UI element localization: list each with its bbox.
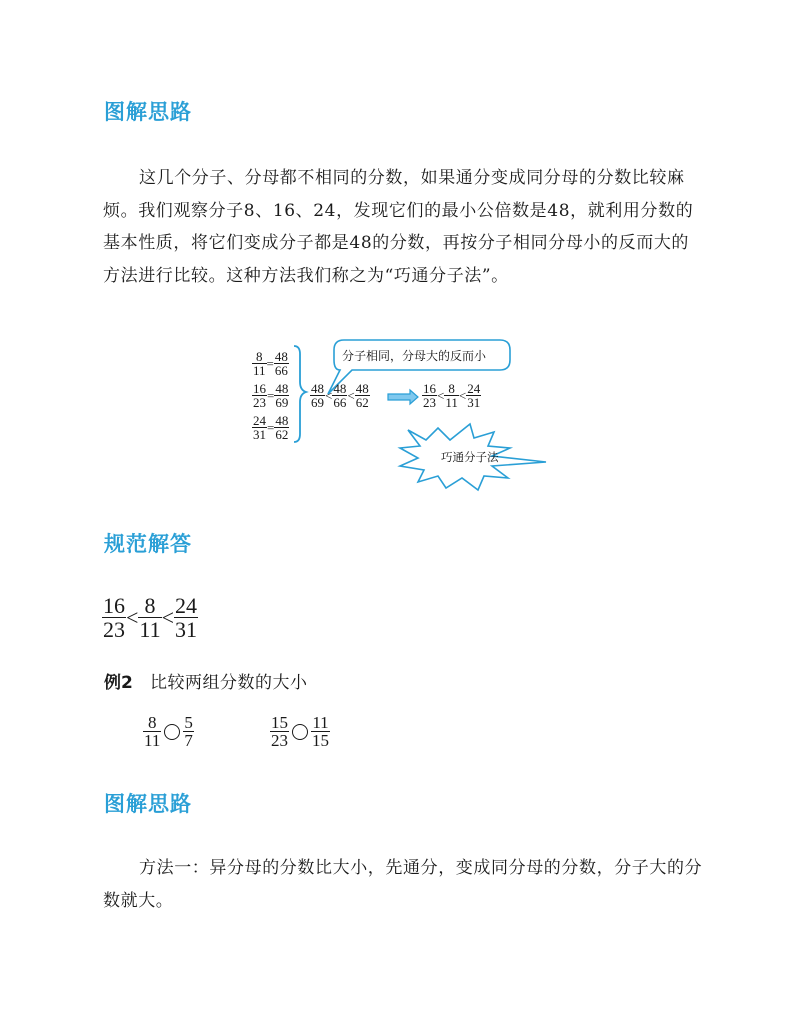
fraction: $\frac{48}{69}$	[311, 381, 324, 410]
method-paragraph	[103, 852, 703, 917]
brace-icon	[294, 346, 306, 442]
explanation-text: 这几个分子、分母都不相同的分数，如果通分变成同分母的分数比较麻烦。我们观察分子8、16、24，发现它们的最小公倍数是48，就利用分数的基本性质，将它们变成分子都是48的分数，再按分子相同分母小的反而大的方法进行比较。这种方法我们称之为“巧通分子法”。	[103, 168, 694, 286]
method-text: 方法一：异分母的分数比大小，先通分，变成同分母的分数，分子大的分数就大。	[103, 858, 703, 911]
comparison-equal-numerators	[310, 382, 370, 409]
comparison-figure	[248, 332, 558, 492]
fraction: $\frac{24}{31}$	[253, 413, 266, 442]
fraction: $\frac{48}{66}$	[274, 349, 288, 378]
less-than-sign: <	[458, 387, 467, 403]
fraction: $\frac{24}{31}$	[175, 593, 198, 642]
fraction: $\frac{48}{62}$	[275, 413, 289, 442]
example-label: 例2	[104, 673, 133, 693]
comparison-original-fractions	[422, 382, 481, 409]
less-than-sign: <	[161, 605, 175, 630]
fraction: $\frac{15}{23}$	[271, 713, 288, 750]
answer-expression	[102, 595, 198, 641]
section-heading-standard-answer: 规范解答	[104, 532, 192, 556]
fraction: $\frac{48}{66}$	[333, 381, 347, 410]
fraction: $\frac{5}{7}$	[184, 713, 193, 750]
speech-bubble-text: 分子相同，分母大的反而小	[342, 349, 487, 363]
equals-sign: =	[266, 355, 274, 371]
equals-sign: =	[267, 387, 275, 403]
fraction: $\frac{16}{23}$	[253, 381, 266, 410]
fraction: $\frac{48}{69}$	[275, 381, 289, 410]
conversion-row-2	[252, 382, 289, 409]
less-than-sign: <	[126, 605, 139, 630]
fraction: $\frac{24}{31}$	[467, 381, 481, 410]
fraction: $\frac{11}{15}$	[312, 713, 329, 750]
equals-sign: =	[267, 419, 275, 435]
conversion-row-1	[252, 350, 289, 377]
section-heading-diagram-thinking: 图解思路	[104, 100, 192, 124]
less-than-sign: <	[437, 387, 445, 403]
fraction: $\frac{8}{11}$	[253, 349, 266, 378]
conversion-row-3	[252, 414, 289, 441]
example-pair-2	[270, 714, 330, 749]
example-prompt: 比较两组分数的大小	[150, 673, 308, 693]
double-arrow-icon	[388, 390, 418, 404]
less-than-sign: <	[325, 387, 333, 403]
fraction: $\frac{16}{23}$	[423, 381, 436, 410]
example-pair-1	[143, 714, 194, 749]
comparison-circle-blank	[164, 724, 180, 740]
fraction: $\frac{48}{62}$	[355, 381, 369, 410]
starburst-text: 巧通分子法	[441, 450, 499, 464]
explanation-paragraph	[103, 162, 703, 292]
fraction: $\frac{16}{23}$	[103, 593, 125, 642]
fraction: $\frac{8}{11}$	[139, 593, 161, 642]
comparison-circle-blank	[292, 724, 308, 740]
fraction: $\frac{8}{11}$	[445, 381, 458, 410]
section-heading-diagram-thinking-2: 图解思路	[104, 792, 192, 816]
fraction: $\frac{8}{11}$	[144, 713, 161, 750]
less-than-sign: <	[347, 387, 355, 403]
